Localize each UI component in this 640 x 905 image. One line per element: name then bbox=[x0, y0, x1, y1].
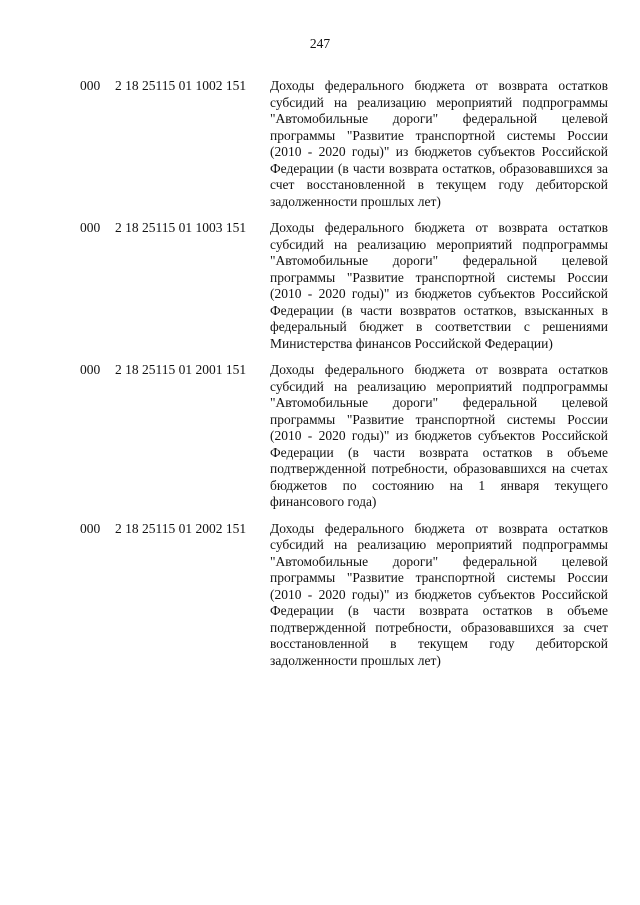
table-row bbox=[0, 521, 640, 670]
admin-code: 000 bbox=[80, 520, 101, 536]
revenue-description: Доходы федерального бюджета от возврата остатков субсидий на реализацию мероприятий подпрограммы "Автомобильные дороги" федеральной целевой программы "Развитие транспортной системы России (2010 - 2020 годы)" из бюджетов субъектов Российской Федерации (в части возврата остатков в объеме подтвержденной потребности, образовавшихся за счет восстановленной в текущем году дебиторской задолженности прошлых лет) bbox=[270, 520, 608, 668]
admin-code: 000 bbox=[80, 78, 101, 93]
revenue-description: Доходы федерального бюджета от возврата остатков субсидий на реализацию мероприятий подпрограммы "Автомобильные дороги" федеральной целевой программы "Развитие транспортной системы России (2010 - 2020 годы)" из бюджетов субъектов Российской Федерации (в части возвратов остатков, взысканных в федеральный бюджет в соответствии с решениями Министерства финансов Российской Федерации) bbox=[270, 220, 608, 351]
revenue-code: 2 18 25115 01 1003 151 bbox=[115, 220, 247, 235]
admin-code: 000 bbox=[80, 362, 101, 377]
revenue-description: Доходы федерального бюджета от возврата остатков субсидий на реализацию мероприятий подпрограммы "Автомобильные дороги" федеральной целевой программы "Развитие транспортной системы России (2010 - 2020 годы)" из бюджетов субъектов Российской Федерации (в части возврата остатков, образовавшихся за счет восстановленной в текущем году дебиторской задолженности прошлых лет) bbox=[270, 78, 608, 209]
table-row bbox=[0, 78, 640, 210]
revenue-code: 2 18 25115 01 2001 151 bbox=[115, 362, 247, 377]
admin-code: 000 bbox=[80, 220, 101, 235]
table-row bbox=[0, 220, 640, 352]
revenue-code: 2 18 25115 01 2002 151 bbox=[115, 520, 247, 536]
table-row bbox=[0, 362, 640, 511]
budget-code-table bbox=[0, 78, 640, 679]
revenue-code: 2 18 25115 01 1002 151 bbox=[115, 78, 247, 93]
page-number: 247 bbox=[309, 36, 331, 51]
revenue-description: Доходы федерального бюджета от возврата остатков субсидий на реализацию мероприятий подпрограммы "Автомобильные дороги" федеральной целевой программы "Развитие транспортной системы России (2010 - 2020 годы)" из бюджетов субъектов Российской Федерации (в части возврата остатков в объеме подтвержденной потребности, образовавшихся на счетах бюджетов по состоянию на 1 января текущего финансового года) bbox=[270, 362, 608, 509]
